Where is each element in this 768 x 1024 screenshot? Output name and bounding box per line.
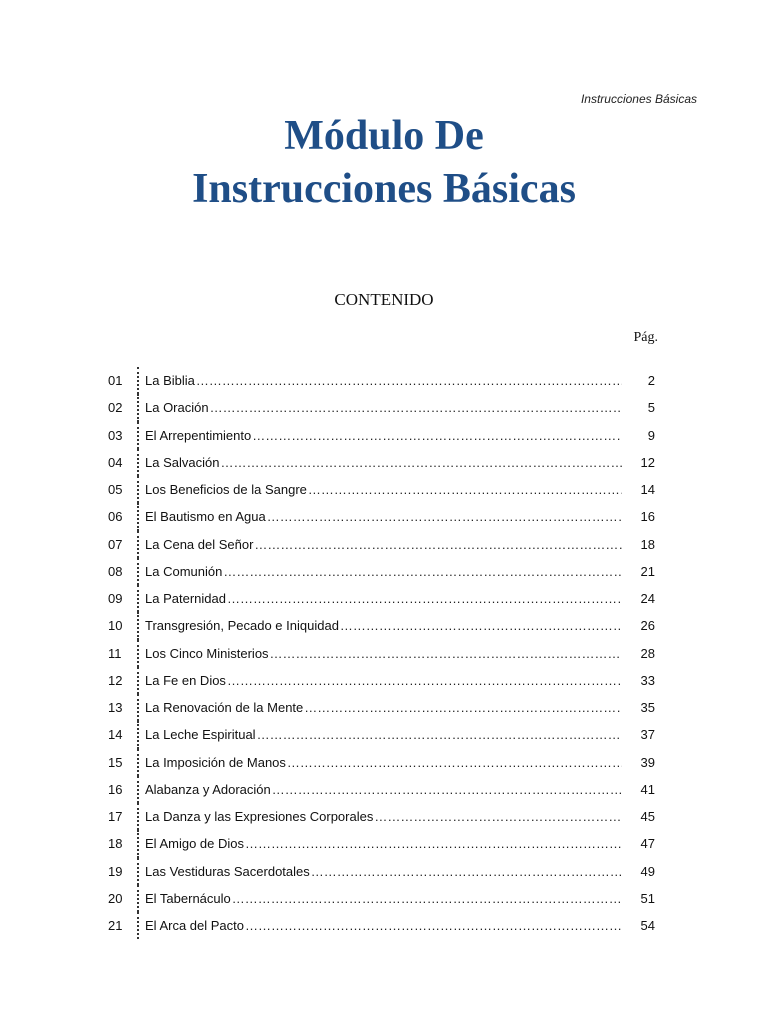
toc-row	[108, 912, 663, 939]
toc-entry	[145, 864, 622, 879]
toc-page-number: 33	[640, 672, 655, 688]
toc-number: 14	[108, 727, 123, 743]
toc-separator	[137, 885, 139, 912]
toc-leader-dots	[245, 836, 622, 851]
toc-leader-dots	[196, 373, 622, 388]
toc-number: 15	[108, 754, 123, 770]
toc-page-number: 41	[640, 781, 655, 797]
toc-page-number: 49	[640, 863, 655, 879]
toc-number: 11	[108, 645, 122, 661]
toc-number: 10	[108, 618, 123, 634]
toc-number: 19	[108, 863, 123, 879]
toc-row	[108, 858, 663, 885]
toc-leader-dots	[232, 891, 622, 906]
toc-leader-dots	[304, 700, 622, 715]
toc-page-number: 16	[640, 509, 655, 525]
toc-number: 12	[108, 672, 123, 688]
toc-row	[108, 885, 663, 912]
toc-entry	[145, 482, 622, 497]
toc-row	[108, 503, 663, 530]
toc-number: 18	[108, 836, 123, 852]
running-header: Instrucciones Básicas	[580, 92, 697, 106]
toc-page-number: 37	[640, 727, 655, 743]
toc-entry	[145, 918, 622, 933]
toc-title: El Tabernáculo	[145, 890, 231, 906]
toc-page-number: 39	[640, 754, 655, 770]
toc-leader-dots	[272, 782, 622, 797]
toc-row	[108, 830, 663, 857]
toc-title: La Cena del Señor	[145, 536, 254, 552]
toc-separator	[137, 721, 139, 748]
toc-entry	[145, 646, 622, 661]
toc-separator	[137, 449, 139, 476]
toc-title: La Comunión	[145, 563, 223, 579]
title-line-2: Instrucciones Básicas	[192, 166, 576, 212]
toc-separator	[137, 585, 139, 612]
toc-separator	[137, 476, 139, 503]
toc-title: El Bautismo en Agua	[145, 509, 266, 525]
toc-number: 05	[108, 482, 123, 498]
toc-row	[108, 667, 663, 694]
toc-page-number: 21	[640, 563, 655, 579]
toc-title: Transgresión, Pecado e Iniquidad	[145, 618, 339, 634]
toc-page-number: 35	[640, 700, 655, 716]
toc-row	[108, 531, 663, 558]
toc-page-number: 18	[640, 536, 655, 552]
toc-separator	[137, 422, 139, 449]
toc-row	[108, 394, 663, 421]
toc-entry	[145, 564, 622, 579]
toc-title: Alabanza y Adoración	[145, 781, 271, 797]
toc-page-number: 54	[640, 918, 655, 934]
toc-entry	[145, 809, 622, 824]
toc-leader-dots	[223, 564, 622, 579]
toc-title: La Salvación	[145, 454, 220, 470]
toc-entry	[145, 673, 622, 688]
toc-row	[108, 640, 663, 667]
toc-page-number: 47	[640, 836, 655, 852]
toc-separator	[137, 558, 139, 585]
toc-number: 21	[108, 918, 123, 934]
toc-title: La Imposición de Manos	[145, 754, 286, 770]
toc-separator	[137, 667, 139, 694]
toc-entry	[145, 836, 622, 851]
toc-leader-dots	[245, 918, 622, 933]
toc-title: El Arrepentimiento	[145, 427, 252, 443]
toc-entry	[145, 618, 622, 633]
toc-entry	[145, 400, 622, 415]
toc-leader-dots	[254, 537, 622, 552]
document-title	[0, 110, 768, 216]
toc-title: La Biblia	[145, 373, 195, 389]
toc-title: La Oración	[145, 400, 209, 416]
toc-entry	[145, 755, 622, 770]
toc-number: 20	[108, 890, 123, 906]
toc-leader-dots	[308, 482, 622, 497]
toc-separator	[137, 803, 139, 830]
toc-title: La Fe en Dios	[145, 672, 226, 688]
toc-entry	[145, 428, 622, 443]
toc-page-number: 5	[647, 400, 655, 416]
toc-number: 16	[108, 781, 123, 797]
toc-leader-dots	[252, 428, 622, 443]
toc-separator	[137, 503, 139, 530]
toc-number: 03	[108, 427, 123, 443]
toc-entry	[145, 455, 622, 470]
toc-row	[108, 749, 663, 776]
toc-row	[108, 776, 663, 803]
toc-entry	[145, 700, 622, 715]
toc-row	[108, 558, 663, 585]
toc-row	[108, 367, 663, 394]
toc-page-number: 51	[640, 890, 655, 906]
toc-entry	[145, 782, 622, 797]
toc-separator	[137, 367, 139, 394]
toc-separator	[137, 640, 139, 667]
toc-entry	[145, 891, 622, 906]
toc-title: El Arca del Pacto	[145, 918, 244, 934]
toc-row	[108, 694, 663, 721]
toc-number: 01	[108, 373, 123, 389]
toc-number: 02	[108, 400, 123, 416]
toc-title: La Leche Espiritual	[145, 727, 256, 743]
toc-leader-dots	[311, 864, 622, 879]
toc-separator	[137, 858, 139, 885]
toc-number: 07	[108, 536, 123, 552]
toc-number: 17	[108, 809, 123, 825]
toc-leader-dots	[287, 755, 622, 770]
toc-entry	[145, 727, 622, 742]
toc-page-number: 28	[640, 645, 655, 661]
toc-leader-dots	[267, 509, 622, 524]
toc-page-number: 26	[640, 618, 655, 634]
toc-separator	[137, 912, 139, 939]
toc-separator	[137, 749, 139, 776]
toc-page-number: 45	[640, 809, 655, 825]
toc-separator	[137, 830, 139, 857]
toc-leader-dots	[227, 673, 622, 688]
toc-leader-dots	[220, 455, 622, 470]
toc-title: Los Cinco Ministerios	[145, 645, 269, 661]
toc-entry	[145, 591, 622, 606]
toc-separator	[137, 694, 139, 721]
toc-separator	[137, 531, 139, 558]
toc-leader-dots	[270, 646, 622, 661]
toc-leader-dots	[257, 727, 622, 742]
toc-leader-dots	[227, 591, 622, 606]
toc-number: 04	[108, 454, 123, 470]
toc-number: 08	[108, 563, 123, 579]
toc-page-number: 2	[647, 373, 655, 389]
toc-separator	[137, 394, 139, 421]
toc-separator	[137, 612, 139, 639]
toc-page-number: 24	[640, 591, 655, 607]
toc-page-number: 14	[640, 482, 655, 498]
toc-entry	[145, 537, 622, 552]
page-column-label: Pág.	[633, 330, 658, 345]
toc-leader-dots	[340, 618, 622, 633]
contents-heading: CONTENIDO	[334, 290, 434, 309]
toc-row	[108, 585, 663, 612]
toc-page-number: 9	[647, 427, 655, 443]
toc-number: 09	[108, 591, 123, 607]
toc-page-number: 12	[640, 454, 655, 470]
toc-separator	[137, 776, 139, 803]
toc-row	[108, 449, 663, 476]
toc-row	[108, 476, 663, 503]
toc-leader-dots	[374, 809, 622, 824]
toc-row	[108, 422, 663, 449]
toc-number: 13	[108, 700, 123, 716]
toc-title: Los Beneficios de la Sangre	[145, 482, 307, 498]
toc-title: Las Vestiduras Sacerdotales	[145, 863, 310, 879]
toc-row	[108, 612, 663, 639]
toc-entry	[145, 509, 622, 524]
toc-title: La Renovación de la Mente	[145, 700, 304, 716]
toc-row	[108, 803, 663, 830]
toc-number: 06	[108, 509, 123, 525]
toc-entry	[145, 373, 622, 388]
toc-title: La Paternidad	[145, 591, 226, 607]
toc-leader-dots	[210, 400, 622, 415]
table-of-contents	[108, 367, 663, 939]
toc-title: La Danza y las Expresiones Corporales	[145, 809, 374, 825]
title-line-1: Módulo De	[284, 113, 484, 159]
toc-title: El Amigo de Dios	[145, 836, 244, 852]
toc-row	[108, 721, 663, 748]
